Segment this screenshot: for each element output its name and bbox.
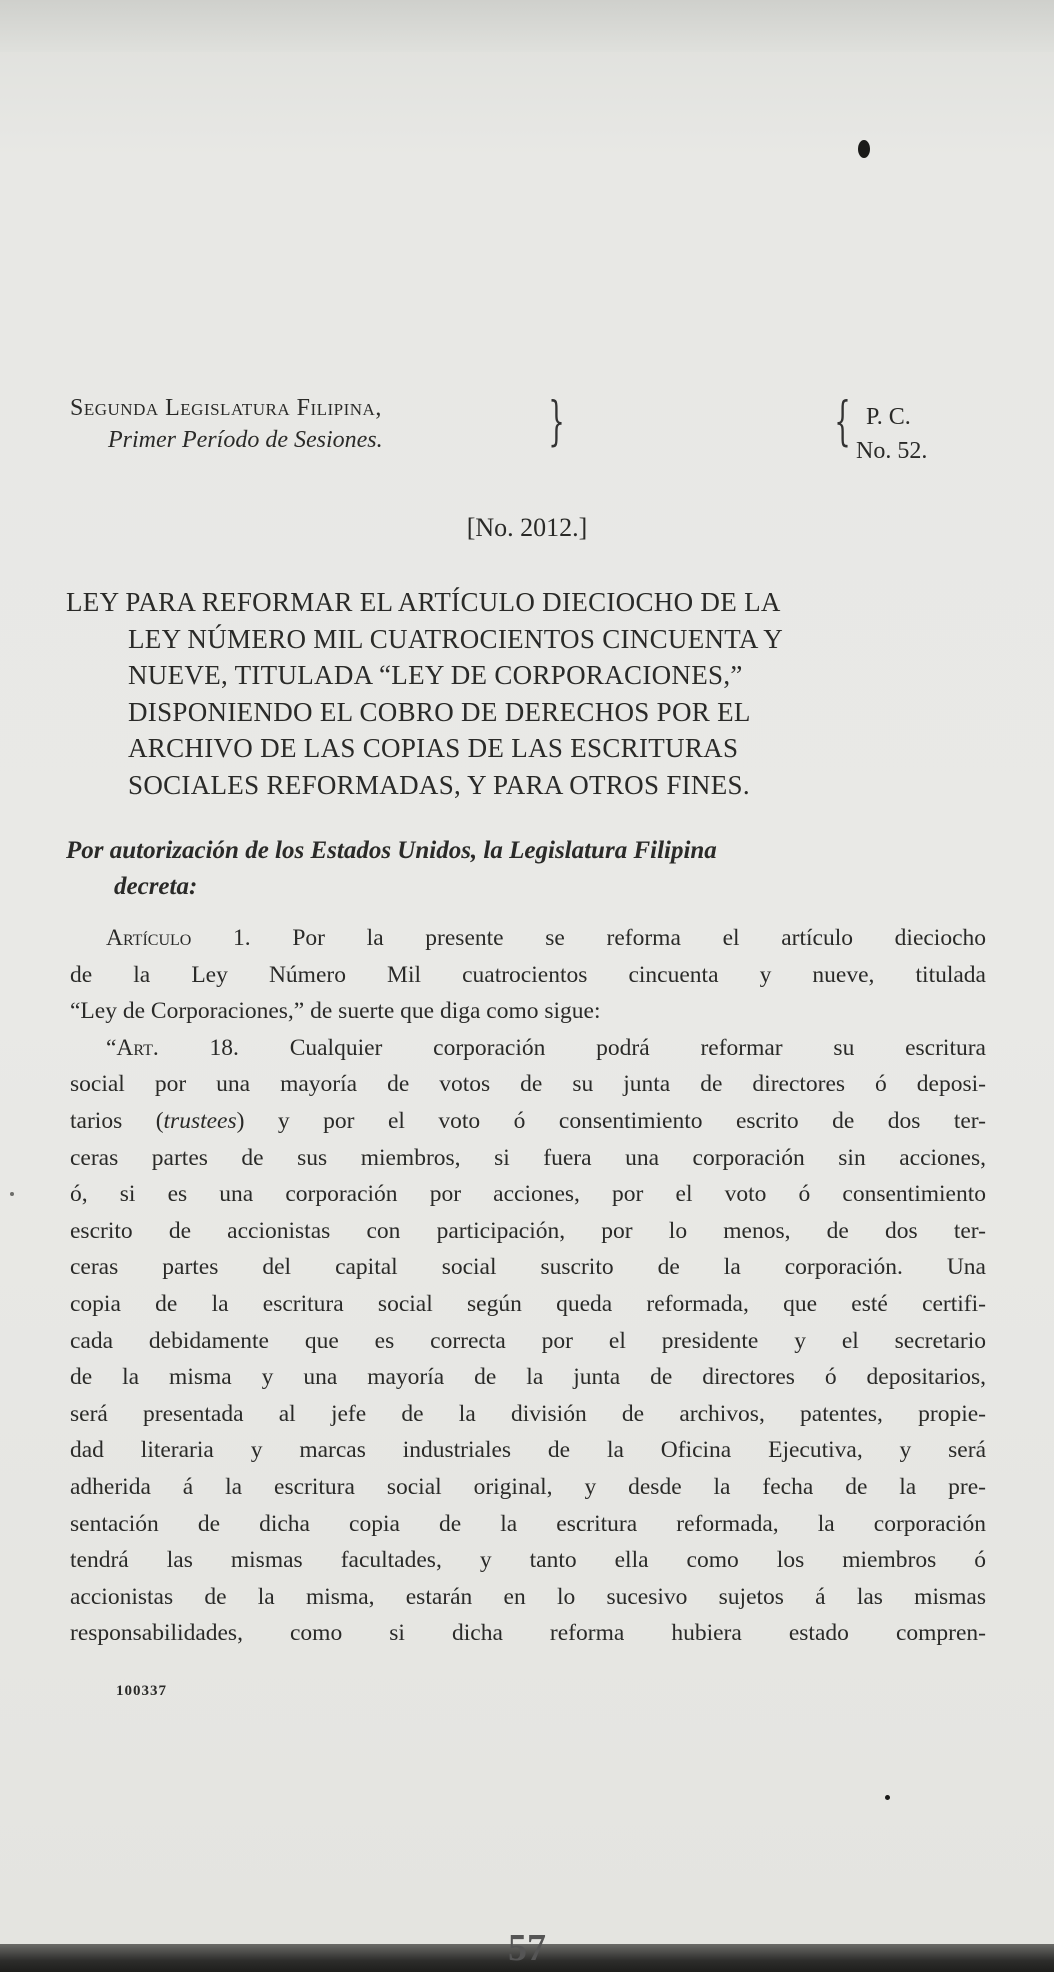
ink-speck [858,140,870,158]
act-body [70,920,986,1652]
brace-icon: } [548,392,565,452]
brace-icon: { [834,392,851,452]
bill-reference [856,400,1006,468]
article-18-line: de la misma y una mayoría de la junta de directores ó depositarios, [70,1364,986,1391]
article-18-line: escrito de accionistas con participación, por lo menos, de dos ter- [70,1217,986,1244]
ink-speck [10,1192,14,1196]
enacting-clause [66,833,986,905]
act-number: [No. 2012.] [466,513,588,542]
article-1-label: Artículo 1. [106,925,251,951]
article-18-line: ceras partes del capital social suscrito de la corporación. Una [70,1254,986,1281]
enacting-line: decreta: [114,873,198,900]
enacting-line: Por autorización de los Estados Unidos, la Legislatura Filipina [66,837,717,864]
bill-type: P. C. [866,404,911,430]
title-line: LEY PARA REFORMAR EL ARTÍCULO DIECIOCHO DE LA [66,587,781,617]
title-line: SOCIALES REFORMADAS, Y PARA OTROS FINES. [128,769,750,800]
legislature-header [70,392,570,456]
article-18-line: ó, si es una corporación por acciones, por el voto ó consentimiento [70,1181,986,1208]
title-line: LEY NÚMERO MIL CUATROCIENTOS CINCUENTA Y [128,623,784,654]
session-name: Primer Período de Sesiones. [108,427,383,453]
legislature-name: Segunda Legislatura Filipina, [70,395,382,421]
article-18-line: dad literaria y marcas industriales de la Oficina Ejecutiva, y será [70,1437,986,1464]
title-line: DISPONIENDO EL COBRO DE DERECHOS POR EL [128,696,751,727]
article-18-line: será presentada al jefe de la división de archivos, patentes, propie- [70,1400,986,1427]
article-18-line: adherida á la escritura social original, y desde la fecha de la pre- [70,1473,986,1500]
ink-speck [885,1795,890,1800]
article-18-label: “Art. 18. [106,1034,239,1061]
scan-top-edge [0,0,1054,52]
article-18-line: tendrá las mismas facultades, y tanto ella como los miembros ó [70,1547,986,1574]
page-number: 57 [508,1927,546,1969]
article-1-line: de la Ley Número Mil cuatrocientos cincuenta y nueve, titulada [70,961,986,988]
article-18-line: copia de la escritura social según queda reformada, que esté certifi- [70,1290,986,1317]
article-1-line: Artículo 1. Por la presente se reforma el artículo dieciocho [106,925,987,951]
print-code: 100337 [116,1683,167,1699]
article-18-line: accionistas de la misma, estarán en lo sucesivo sujetos á las mismas [70,1583,986,1610]
title-line: ARCHIVO DE LAS COPIAS DE LAS ESCRITURAS [128,733,739,763]
article-18-line: ceras partes de sus miembros, si fuera una corporación sin acciones, [70,1144,986,1171]
article-1-line: “Ley de Corporaciones,” de suerte que diga como sigue: [70,998,601,1025]
article-18-line: responsabilidades, como si dicha reforma hubiera estado compren- [70,1620,986,1647]
article-18-line: cada debidamente que es correcta por el presidente y el secretario [70,1327,986,1354]
act-title [66,584,986,803]
article-18-line: tarios (trustees) y por el voto ó consentimiento escrito de dos ter- [70,1107,986,1134]
article-18-line: sentación de dicha copia de la escritura reformada, la corporación [70,1510,986,1537]
bill-number: No. 52. [856,438,928,464]
article-18-line: “Art. 18. Cualquier corporación podrá reformar su escritura [106,1034,986,1061]
article-18-line: social por una mayoría de votos de su junta de directores ó deposi- [70,1071,986,1098]
title-line: NUEVE, TITULADA “LEY DE CORPORACIONES,” [128,660,743,690]
